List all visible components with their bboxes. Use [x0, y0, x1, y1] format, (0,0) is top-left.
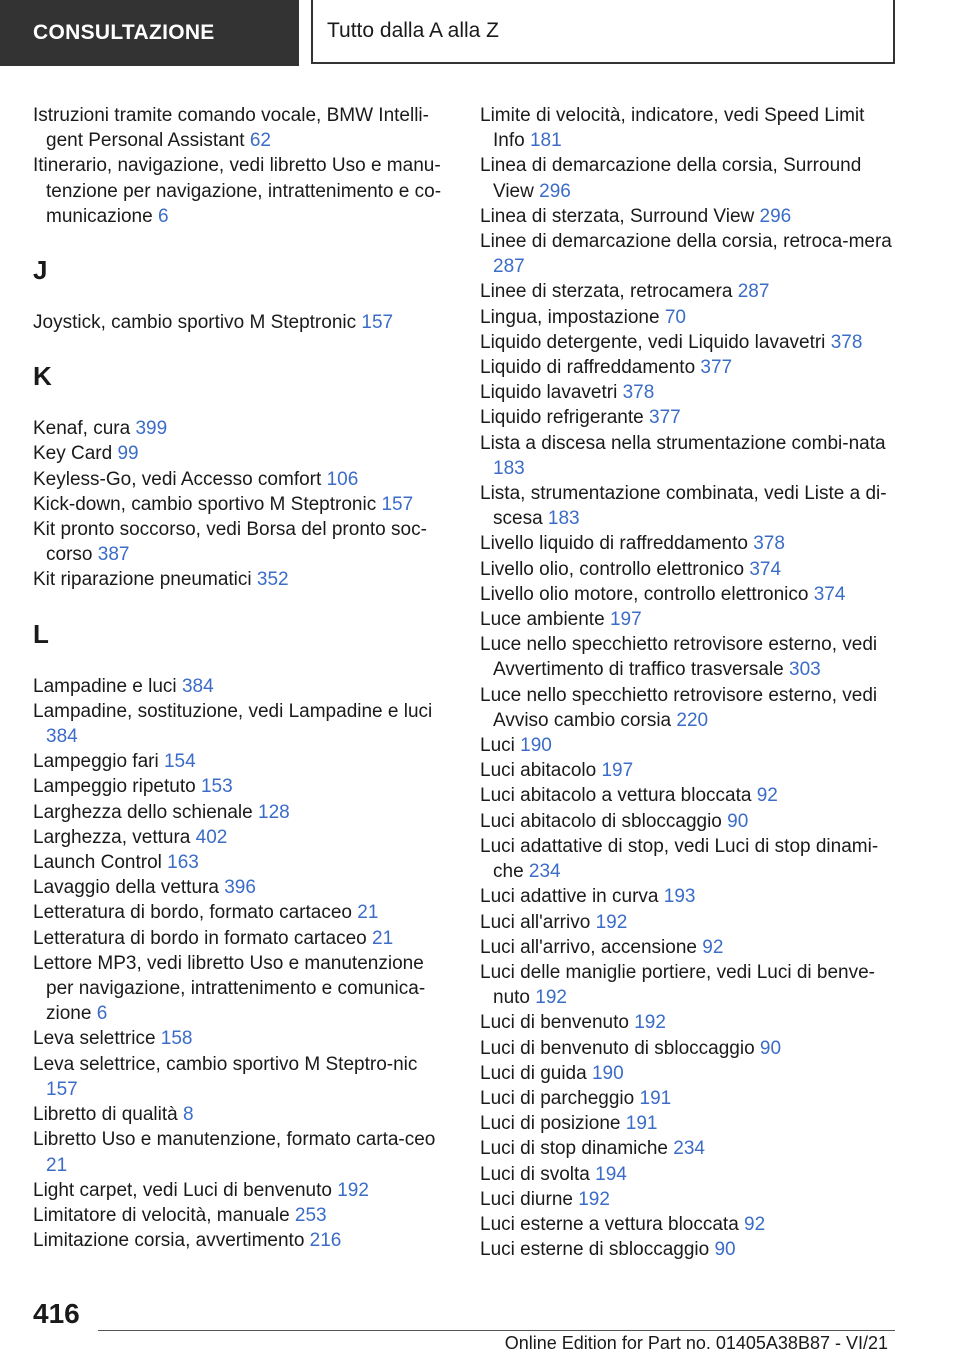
index-entry-text: Luci delle maniglie portiere, vedi Luci di benve-nuto	[480, 961, 876, 1009]
page-reference-link[interactable]: 21	[357, 902, 379, 924]
index-entry-text: Libretto Uso e manutenzione, formato carta-ceo	[33, 1129, 436, 1151]
index-entry	[480, 305, 898, 330]
index-entry-text: Luce nello specchietto retrovisore esterno, vedi Avviso cambio corsia	[480, 684, 878, 731]
index-entry	[480, 1136, 898, 1161]
index-entry-text: Lampadine, sostituzione, vedi Lampadine e luci	[33, 700, 433, 722]
index-entry-text: Linee di demarcazione della corsia, retroca-mera	[480, 231, 892, 253]
page-reference-link[interactable]: 399	[135, 418, 168, 440]
index-entry-text: Luci di svolta	[480, 1163, 590, 1185]
page-reference-link[interactable]: 183	[547, 508, 580, 530]
index-entry-text: Larghezza dello schienale	[33, 801, 253, 823]
index-entry-text: Liquido refrigerante	[480, 407, 644, 429]
page-reference-link[interactable]: 92	[756, 785, 778, 807]
index-entry-text: Luce ambiente	[480, 609, 605, 631]
page-reference-link[interactable]: 216	[309, 1230, 342, 1252]
index-entry	[480, 330, 898, 355]
index-entry	[33, 951, 451, 1027]
index-entry	[33, 441, 451, 466]
index-entry	[33, 153, 451, 229]
index-entry-text: Letteratura di bordo, formato cartaceo	[33, 902, 352, 924]
index-entry	[480, 607, 898, 632]
index-entry	[480, 204, 898, 229]
page-reference-link[interactable]: 384	[181, 675, 214, 697]
index-entry-text: Luci	[480, 735, 515, 757]
index-entry-text: Keyless-Go, vedi Accesso comfort	[33, 468, 322, 490]
index-entry	[480, 834, 898, 884]
page-reference-link[interactable]: 352	[256, 569, 289, 591]
page-reference-link[interactable]: 128	[258, 801, 290, 823]
index-entry-text: Luci di benvenuto	[480, 1012, 629, 1034]
index-letter-heading: L	[33, 618, 49, 649]
page-reference-link[interactable]: 378	[753, 533, 785, 555]
index-entry	[33, 900, 451, 925]
index-entry-text: Launch Control	[33, 852, 162, 874]
page-reference-link[interactable]: 192	[578, 1188, 610, 1210]
index-entry-text: Luci adattative di stop, vedi Luci di stop dinami-che	[480, 835, 879, 883]
index-entry	[33, 1102, 451, 1127]
index-entry-text: Luci esterne a vettura bloccata	[480, 1213, 739, 1235]
index-entry	[480, 103, 898, 153]
index-entry-text: Lampadine e luci	[33, 675, 177, 697]
page-reference-link[interactable]: 6	[157, 205, 169, 227]
page-reference-link[interactable]: 157	[361, 312, 394, 334]
index-entry-text: Lampeggio fari	[33, 751, 159, 773]
page-reference-link[interactable]: 378	[622, 382, 655, 404]
page-reference-link[interactable]: 106	[326, 468, 359, 490]
index-entry	[33, 749, 451, 774]
index-entry	[480, 1162, 898, 1187]
index-entry-text: Limitazione corsia, avvertimento	[33, 1230, 305, 1252]
page-reference-link[interactable]: 253	[294, 1204, 327, 1226]
index-entry-text: Larghezza, vettura	[33, 826, 191, 848]
index-entry-text: Linea di demarcazione della corsia, Surround View	[480, 155, 862, 202]
index-entry-text: Limitatore di velocità, manuale	[33, 1204, 290, 1226]
index-entry-text: Luci adattive in curva	[480, 886, 659, 908]
index-entry	[480, 910, 898, 935]
index-entry-text: Luci di stop dinamiche	[480, 1138, 668, 1160]
chapter-title: Tutto dalla A alla Z	[311, 0, 895, 64]
page-reference-link[interactable]: 374	[749, 558, 782, 580]
index-entry-text: Kit riparazione pneumatici	[33, 569, 252, 591]
index-entry	[480, 279, 898, 304]
page-reference-link[interactable]: 8	[183, 1104, 194, 1126]
page-reference-link[interactable]: 193	[663, 886, 696, 908]
index-entry	[33, 825, 451, 850]
index-entry-text: Letteratura di bordo in formato cartaceo	[33, 927, 367, 949]
page-reference-link[interactable]: 92	[702, 936, 724, 958]
index-entry-text: Luce nello specchietto retrovisore esterno, vedi Avvertimento di traffico trasversale	[480, 634, 878, 681]
page-reference-link[interactable]: 92	[744, 1213, 766, 1235]
index-entry-text: Luci di guida	[480, 1062, 587, 1084]
page-reference-link[interactable]: 21	[46, 1154, 68, 1176]
index-entry	[480, 1086, 898, 1111]
page-reference-link[interactable]: 163	[167, 852, 199, 874]
index-entry-text: Livello liquido di raffreddamento	[480, 533, 748, 555]
page-reference-link[interactable]: 384	[46, 726, 78, 748]
index-entry-text: Linea di sterzata, Surround View	[480, 205, 755, 227]
index-entry-text: Key Card	[33, 443, 113, 465]
index-entry-text: Kit pronto soccorso, vedi Borsa del pronto soc-corso	[33, 519, 427, 566]
index-entry	[33, 416, 451, 441]
index-entry-text: Lampeggio ripetuto	[33, 776, 196, 798]
index-entry-text: Lingua, impostazione	[480, 306, 660, 328]
index-entry	[480, 783, 898, 808]
index-entry-text: Leva selettrice, cambio sportivo M Steptro-nic	[33, 1053, 418, 1075]
index-entry	[33, 567, 451, 592]
page-reference-link[interactable]: 387	[97, 544, 130, 566]
index-entry-text: Liquido lavavetri	[480, 382, 618, 404]
page-reference-link[interactable]: 90	[714, 1239, 736, 1261]
index-entry	[480, 1111, 898, 1136]
page-reference-link[interactable]: 153	[200, 776, 233, 798]
page-reference-link[interactable]: 157	[381, 493, 414, 515]
index-entry	[33, 774, 451, 799]
index-entry-text: Livello olio, controllo elettronico	[480, 558, 745, 580]
page-reference-link[interactable]: 287	[737, 281, 770, 303]
index-entry-text: Istruzioni tramite comando vocale, BMW Intelli-gent Personal Assistant	[33, 105, 429, 152]
index-entry	[480, 1237, 898, 1262]
page-reference-link[interactable]: 191	[625, 1113, 658, 1135]
index-entry	[480, 481, 898, 531]
index-entry	[33, 492, 451, 517]
page-reference-link[interactable]: 192	[634, 1012, 666, 1034]
index-entry-text: Joystick, cambio sportivo M Steptronic	[33, 312, 357, 334]
page-reference-link[interactable]: 191	[639, 1087, 672, 1109]
page-reference-link[interactable]: 396	[224, 877, 256, 899]
index-entry	[480, 531, 898, 556]
edition-note: Online Edition for Part no. 01405A38B87 - VI/21	[504, 1333, 888, 1353]
page-reference-link[interactable]: 234	[673, 1138, 705, 1160]
index-entry-text: Liquido detergente, vedi Liquido lavavetri	[480, 331, 826, 353]
page-header	[0, 0, 960, 66]
index-entry	[33, 674, 451, 699]
index-letter-heading: K	[33, 361, 52, 392]
index-column-right	[480, 103, 898, 1262]
page-reference-link[interactable]: 197	[609, 609, 642, 631]
index-entry	[480, 758, 898, 783]
index-entry	[480, 431, 898, 481]
index-entry	[33, 1228, 451, 1253]
page-reference-link[interactable]: 158	[160, 1028, 193, 1050]
index-entry	[480, 935, 898, 960]
index-entry	[480, 355, 898, 380]
index-entry	[480, 1212, 898, 1237]
index-entry-text: Luci all'arrivo	[480, 911, 591, 933]
page-reference-link[interactable]: 62	[249, 130, 271, 152]
index-entry-text: Light carpet, vedi Luci di benvenuto	[33, 1179, 332, 1201]
index-entry	[480, 153, 898, 203]
index-entry	[480, 405, 898, 430]
index-entry	[33, 1026, 451, 1051]
page-reference-link[interactable]: 192	[595, 911, 628, 933]
index-entry	[480, 1061, 898, 1086]
index-entry-text: Liquido di raffreddamento	[480, 357, 696, 379]
index-entry	[33, 310, 451, 335]
index-entry	[480, 1010, 898, 1035]
index-entry	[33, 1127, 451, 1177]
page-reference-link[interactable]: 181	[529, 130, 562, 152]
index-entry-text: Kenaf, cura	[33, 418, 131, 440]
page-reference-link[interactable]: 70	[664, 306, 686, 328]
page-reference-link[interactable]: 21	[372, 927, 394, 949]
index-entry-text: Libretto di qualità	[33, 1104, 178, 1126]
index-entry-text: Lettore MP3, vedi libretto Uso e manutenzione per navigazione, intrattenimento e comunica-zione	[33, 952, 426, 1025]
index-entry	[480, 960, 898, 1010]
index-entry	[480, 380, 898, 405]
index-letter-heading: J	[33, 255, 48, 286]
index-entry	[480, 632, 898, 682]
index-entry	[33, 875, 451, 900]
index-entry-text: Livello olio motore, controllo elettronico	[480, 583, 809, 605]
page-reference-link[interactable]: 374	[813, 583, 846, 605]
page-reference-link[interactable]: 303	[789, 659, 821, 681]
index-entry	[33, 800, 451, 825]
index-entry	[480, 683, 898, 733]
index-entry-text: Luci diurne	[480, 1188, 573, 1210]
index-entry	[480, 733, 898, 758]
page-reference-link[interactable]: 220	[676, 709, 709, 731]
page-reference-link[interactable]: 287	[493, 256, 525, 278]
page-reference-link[interactable]: 190	[520, 735, 552, 757]
index-entry	[33, 517, 451, 567]
page-reference-link[interactable]: 296	[759, 205, 792, 227]
page-reference-link[interactable]: 90	[727, 810, 749, 832]
page-reference-link[interactable]: 6	[96, 1003, 108, 1025]
index-entry	[33, 926, 451, 951]
index-entry-text: Luci esterne di sbloccaggio	[480, 1239, 710, 1261]
page-reference-link[interactable]: 378	[830, 331, 863, 353]
page-reference-link[interactable]: 402	[195, 826, 228, 848]
section-label: CONSULTAZIONE	[0, 0, 299, 66]
index-entry-text: Luci di parcheggio	[480, 1087, 635, 1109]
page-reference-link[interactable]: 157	[46, 1078, 78, 1100]
index-entry-text: Lista a discesa nella strumentazione combi-nata	[480, 432, 886, 454]
index-entry	[480, 1036, 898, 1061]
index-entry	[480, 1187, 898, 1212]
index-entry	[33, 1052, 451, 1102]
index-entry-text: Luci abitacolo	[480, 760, 597, 782]
index-entry	[480, 582, 898, 607]
index-entry-text: Itinerario, navigazione, vedi libretto Uso e manu-tenzione per navigazione, intrattenimento e co-municazione	[33, 155, 442, 227]
page-reference-link[interactable]: 234	[528, 861, 561, 883]
index-entry	[33, 1203, 451, 1228]
page-reference-link[interactable]: 192	[535, 987, 567, 1009]
index-entry	[33, 103, 451, 153]
index-entry-text: Linee di sterzata, retrocamera	[480, 281, 733, 303]
page-reference-link[interactable]: 194	[595, 1163, 627, 1185]
index-entry-text: Luci abitacolo di sbloccaggio	[480, 810, 722, 832]
index-entry-text: Limite di velocità, indicatore, vedi Speed Limit Info	[480, 105, 865, 152]
page-reference-link[interactable]: 183	[493, 457, 525, 479]
page-reference-link[interactable]: 190	[591, 1062, 624, 1084]
page-reference-link[interactable]: 296	[539, 180, 571, 202]
index-entry	[33, 850, 451, 875]
index-entry-text: Luci di benvenuto di sbloccaggio	[480, 1037, 755, 1059]
page-reference-link[interactable]: 377	[700, 357, 733, 379]
index-entry	[33, 467, 451, 492]
index-entry-text: Luci di posizione	[480, 1113, 621, 1135]
page-reference-link[interactable]: 90	[759, 1037, 782, 1059]
index-entry-text: Luci all'arrivo, accensione	[480, 936, 697, 958]
page-reference-link[interactable]: 197	[601, 760, 634, 782]
index-entry	[480, 229, 898, 279]
page-reference-link[interactable]: 154	[163, 751, 196, 773]
page-reference-link[interactable]: 192	[337, 1179, 369, 1201]
page-reference-link[interactable]: 99	[117, 443, 139, 465]
index-entry	[480, 809, 898, 834]
index-entry	[480, 557, 898, 582]
page-number: 416	[33, 1298, 80, 1329]
index-entry	[480, 884, 898, 909]
index-entry-text: Lavaggio della vettura	[33, 877, 219, 899]
index-entry	[33, 699, 451, 749]
index-entry-text: Kick-down, cambio sportivo M Steptronic	[33, 493, 377, 515]
page-reference-link[interactable]: 377	[649, 407, 681, 429]
index-entry-text: Luci abitacolo a vettura bloccata	[480, 785, 752, 807]
index-entry-text: Leva selettrice	[33, 1028, 156, 1050]
index-entry	[33, 1178, 451, 1203]
index-entry-text: Lista, strumentazione combinata, vedi Liste a di-scesa	[480, 483, 887, 530]
index-column-left	[33, 103, 451, 1253]
footer-divider	[98, 1330, 895, 1331]
